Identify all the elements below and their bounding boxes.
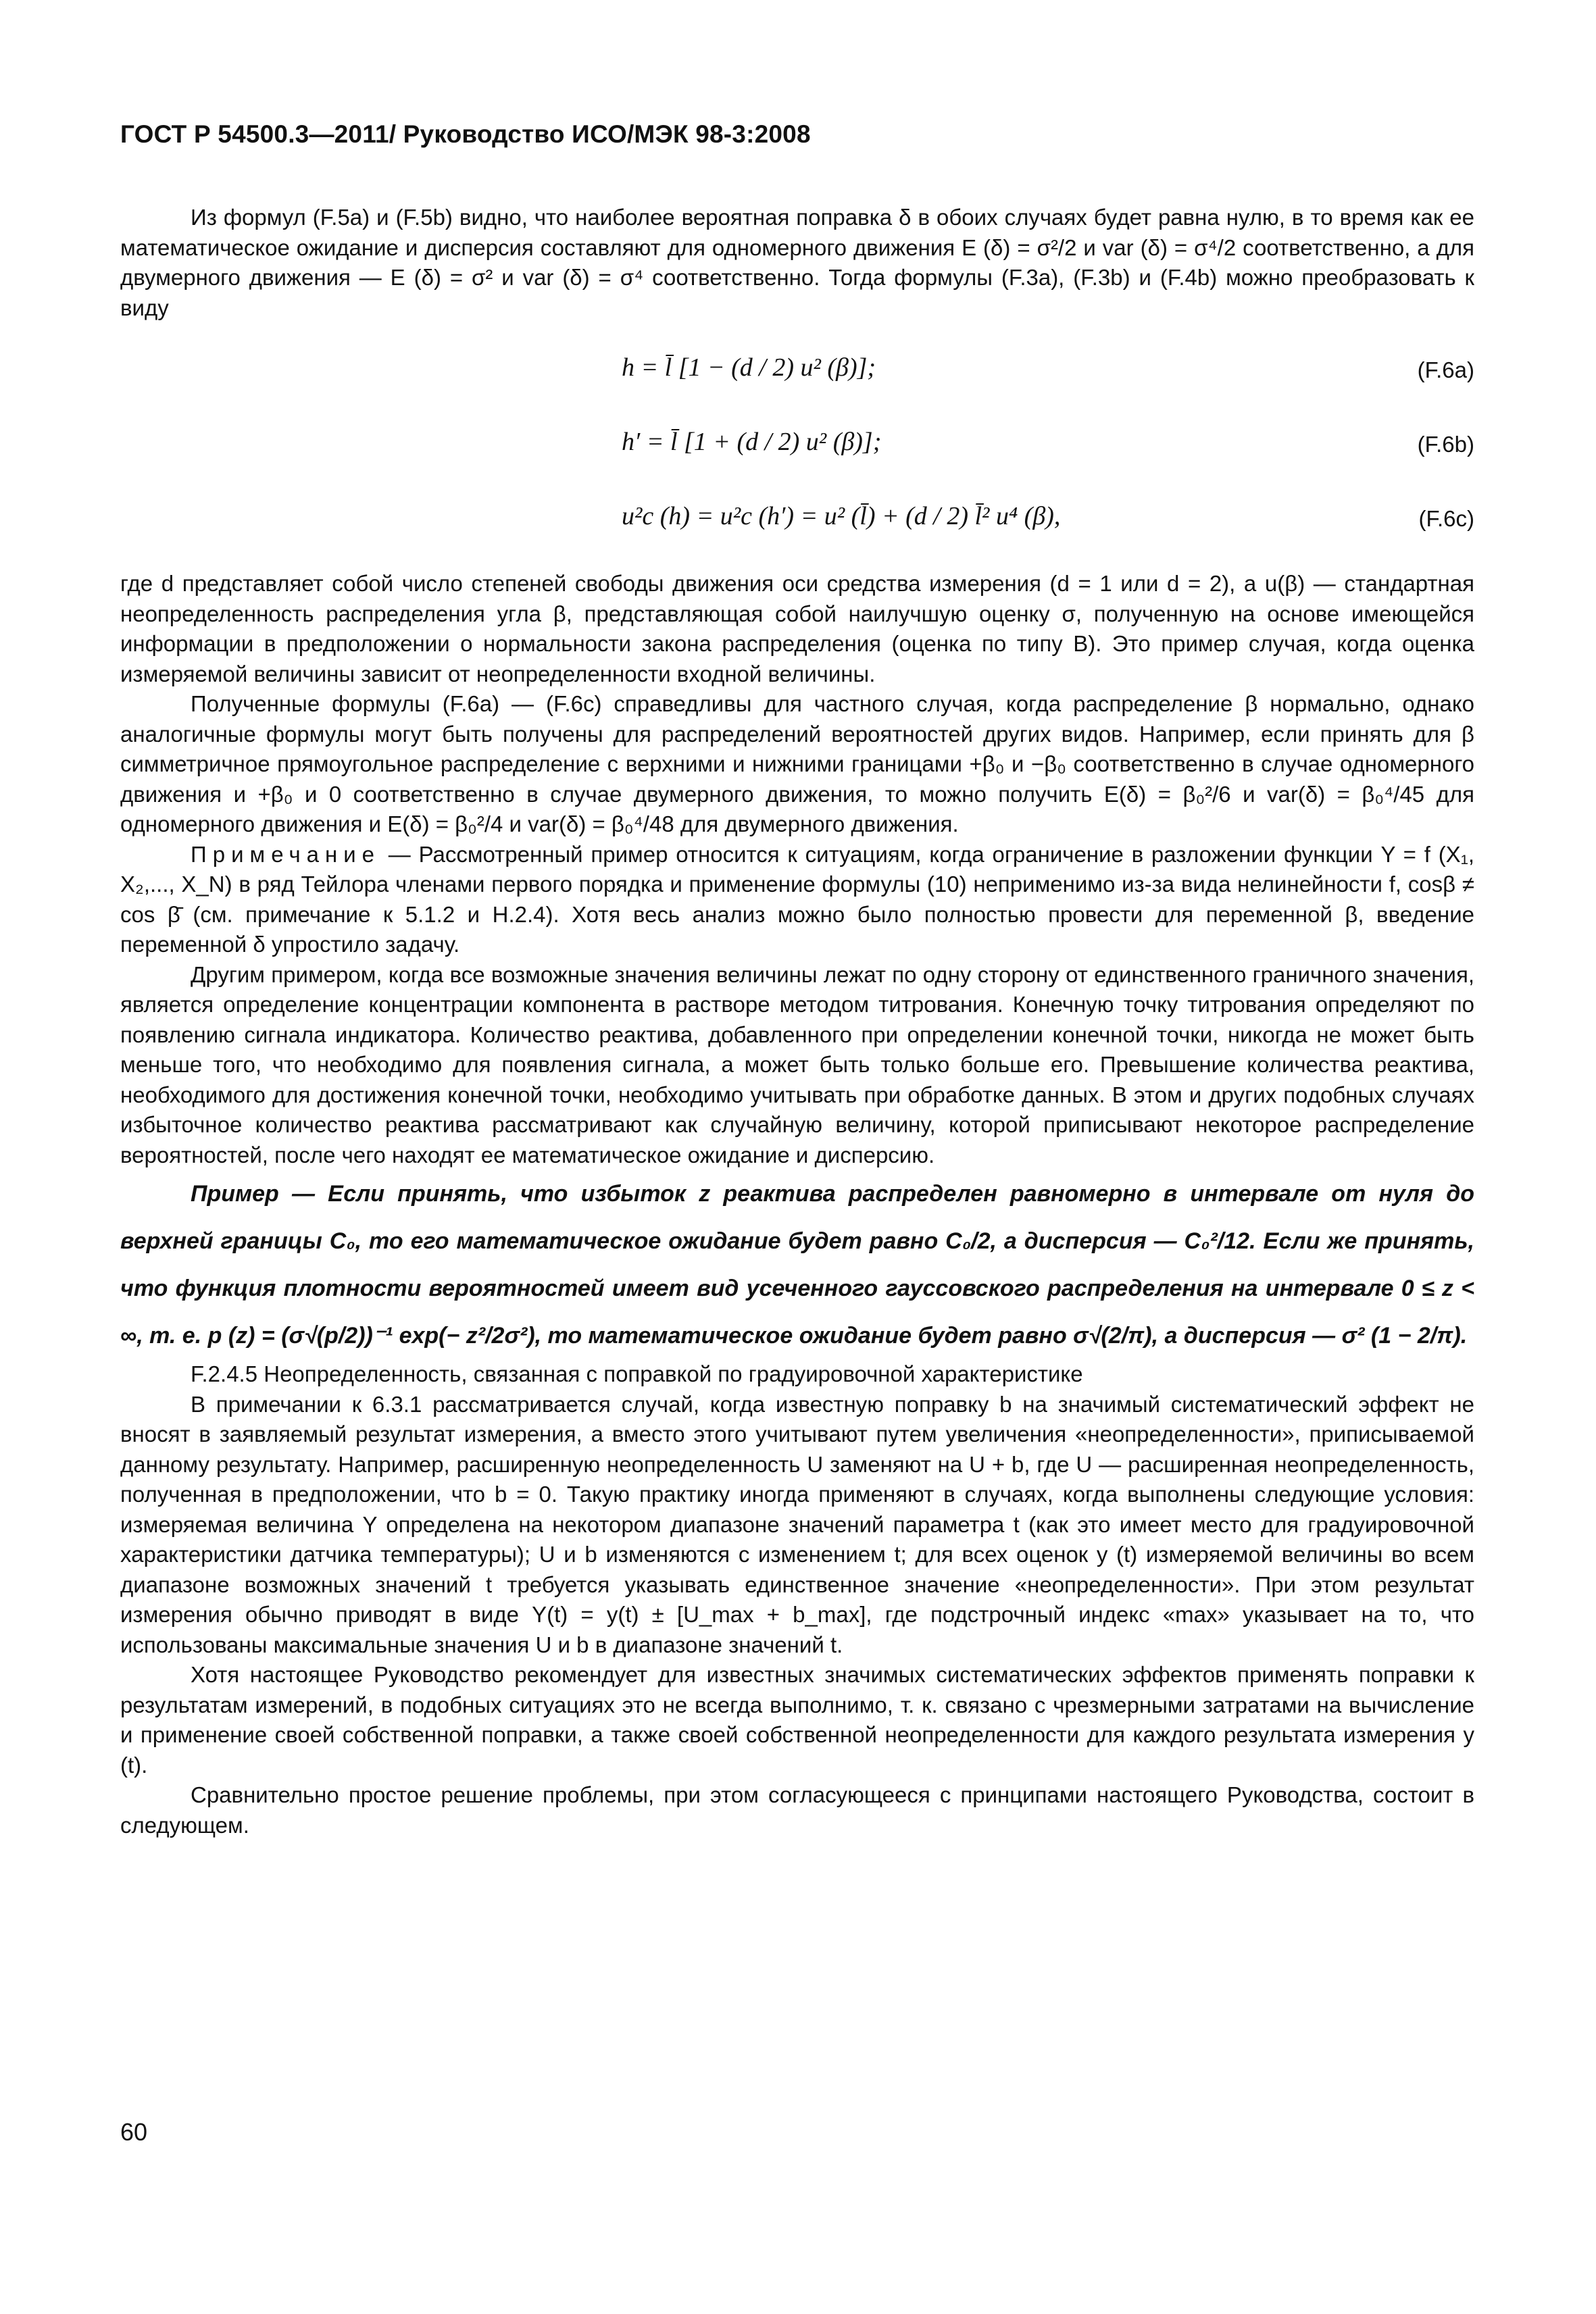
formula-number: (F.6a): [1417, 357, 1474, 382]
formula-expression: h = l̄ [1 − (d / 2) u² (β)];: [622, 353, 876, 382]
paragraph: Из формул (F.5a) и (F.5b) видно, что наиболее вероятная поправка δ в обоих случаях будет равна нулю, в то время как ее математическое ожидание и дисперсия составляют для одномерного движения E (δ) = σ²/2 и var (δ) = σ⁴/2 соответственно, а для двумерного движения — E (δ) = σ² и var (δ) = σ⁴ соответственно. Тогда формулы (F.3a), (F.3b) и (F.4b) можно преобразовать к виду: [120, 205, 1474, 320]
page-body: [120, 203, 1474, 1840]
page-number: 60: [120, 2118, 148, 2146]
paragraph: Хотя настоящее Руководство рекомендует для известных значимых систематических эффектов применять поправки к результатам измерений, в подобных ситуациях это не всегда выполнимо, т. к. связано с чрезмерными затратами на вычисление и применение своей собственной поправки, а также своей собственной неопределенности для каждого результата измерения y (t).: [120, 1662, 1474, 1778]
page-header: ГОСТ Р 54500.3—2011/ Руководство ИСО/МЭК 98-3:2008: [120, 120, 811, 148]
note-text: — Рассмотренный пример относится к ситуациям, когда ограничение в разложении функции Y = f (X₁, X₂,..., X_N) в ряд Тейлора членами первого порядка и применение формулы (10) неприменимо из-за вида нелинейности f, cosβ ≠ cos β̄ (см. примечание к 5.1.2 и H.2.4). Хотя весь анализ можно было полностью провести для переменной β, введение переменной δ упростило задачу.: [120, 841, 1474, 957]
paragraph: Сравнительно простое решение проблемы, при этом согласующееся с принципами настоящего Руководства, состоит в следующем.: [120, 1782, 1474, 1838]
paragraph: В примечании к 6.3.1 рассматривается случай, когда известную поправку b на значимый систематический эффект не вносят в заявляемый результат измерения, а вместо этого учитывают путем увеличения «неопределенности», приписываемой данному результату. Например, расширенную неопределенность U заменяют на U + b, где U — расширенная неопределенность, полученная в предположении, что b = 0. Такую практику иногда применяют в случаях, когда выполнены следующие условия: измеряемая величина Y определена на некотором диапазоне значений параметра t (как это имеет место для градуировочной характеристики датчика температуры); U и b изменяются с изменением t; для всех оценок y (t) измеряемой величины во всем диапазоне возможных значений t требуется указывать единственное значение «неопределенности». При этом результат измерения обычно приводят в виде Y(t) = y(t) ± [U_max + b_max], где подстрочный индекс «max» указывает на то, что использованы максимальные значения U и b в диапазоне значений t.: [120, 1391, 1474, 1657]
formula-block: [120, 332, 1474, 555]
paragraph: Полученные формулы (F.6a) — (F.6c) справедливы для частного случая, когда распределение β нормально, однако аналогичные формулы могут быть получены для распределений вероятностей других видов. Например, если принять для β симметричное прямоугольное распределение с верхними и нижними границами +β₀ и −β₀ соответственно в случае одномерного движения и +β₀ и 0 соответственно в случае двумерного движения, то можно получить E(δ) = β₀²/6 и var(δ) = β₀⁴/45 для одномерного движения и E(δ) = β₀²/4 и var(δ) = β₀⁴/48 для двумерного движения.: [120, 691, 1474, 836]
formula-row: [120, 332, 1474, 407]
formula-row: [120, 407, 1474, 481]
note: [120, 840, 1474, 960]
note-label: Примечание: [191, 841, 381, 867]
paragraph: где d представляет собой число степеней свободы движения оси средства измерения (d = 1 или d = 2), а u(β) — стандартная неопределенность распределения угла β, представляющая собой наилучшую оценку σ, полученную на основе имеющейся информации в предположении о нормальности закона распределения (оценка по типу B). Это пример случая, когда оценка измеряемой величины зависит от неопределенности входной величины.: [120, 571, 1474, 686]
formula-row: [120, 481, 1474, 555]
paragraph: Другим примером, когда все возможные значения величины лежат по одну сторону от единственного граничного значения, является определение концентрации компонента в растворе методом титрования. Конечную точку титрования определяют по появлению сигнала индикатора. Количество реактива, добавленного при определении конечной точки, никогда не может быть меньше того, что необходимо для появления сигнала, а может быть только больше его. Превышение количества реактива, необходимого для достижения конечной точки, необходимо учитывать при обработке данных. В этом и других подобных случаях избыточное количество реактива рассматривают как случайную величину, которой приписывают некоторое распределение вероятностей, после чего находят ее математическое ожидание и дисперсию.: [120, 961, 1474, 1167]
formula-expression: h′ = l̄ [1 + (d / 2) u² (β)];: [622, 428, 882, 456]
formula-number: (F.6b): [1417, 432, 1474, 457]
section-title: F.2.4.5 Неопределенность, связанная с поправкой по градуировочной характеристике: [191, 1361, 1083, 1386]
formula-number: (F.6c): [1418, 506, 1474, 531]
example-paragraph: Пример — Если принять, что избыток z реактива распределен равномерно в интервале от нуля до верхней границы C₀, то его математическое ожидание будет равно C₀/2, а дисперсия — C₀²/12. Если же принять, что функция плотности вероятностей имеет вид усеченного гауссовского распределения на интервале 0 ≤ z < ∞, т. е. p (z) = (σ√(p/2))⁻¹ exp(− z²/2σ²), то математическое ожидание будет равно σ√(2/π), а дисперсия — σ² (1 − 2/π).: [120, 1181, 1474, 1349]
formula-expression: u²c (h) = u²c (h′) = u² (l̄) + (d / 2) l̄² u⁴ (β),: [622, 502, 1061, 530]
